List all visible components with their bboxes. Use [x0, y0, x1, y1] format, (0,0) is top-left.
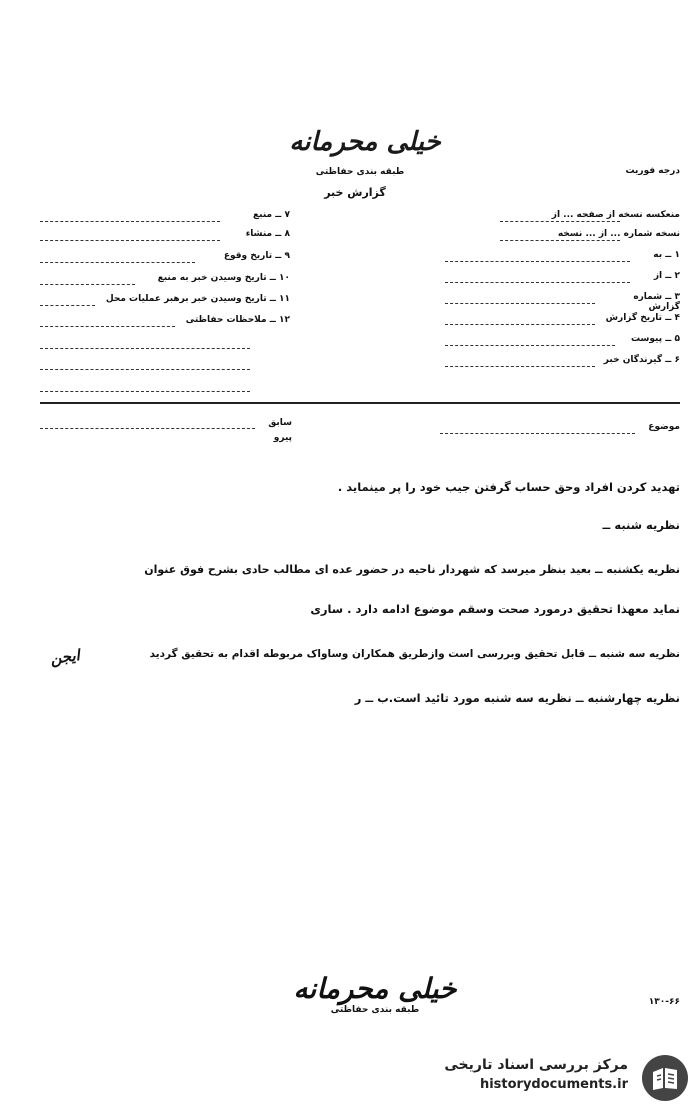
- field-left-8: ۸ ــ منشاء: [245, 229, 290, 239]
- sabegh-line: [40, 428, 255, 429]
- subject-label: موضوع: [648, 422, 680, 432]
- report-title: گزارش خبر: [324, 186, 386, 199]
- watermark-title: مرکز بررسی اسناد تاریخی: [444, 1057, 628, 1073]
- body-line-1: تهدید کردن افراد وحق حساب گرفتن جیب خود را پر مینماید .: [337, 480, 680, 494]
- field-right-4-line: [445, 282, 630, 283]
- field-left-9-line: [40, 262, 195, 263]
- field-left-9: ۹ ــ تاریخ وقوع: [223, 251, 290, 261]
- field-left-10: ۱۰ ــ تاریخ وسیدن خبر به منبع: [157, 273, 290, 283]
- field-right-5: ۳ ــ شماره گزارش: [633, 292, 680, 312]
- watermark-url: historydocuments.ir: [479, 1077, 628, 1092]
- header-divider: [40, 402, 680, 404]
- field-right-5-line: [445, 303, 595, 304]
- field-right-6-line: [445, 324, 595, 325]
- handwritten-signature: ایجن: [49, 646, 81, 668]
- field-left-11: ۱۱ ــ تاریخ وسیدن خبر برهبر عملیات محل: [105, 294, 290, 304]
- field-left-11-line: [40, 305, 95, 306]
- book-logo-icon: [642, 1055, 688, 1101]
- classification-subtitle: طبقه بندی حفاظتی: [315, 167, 405, 177]
- field-right-7: ۵ ــ پیوست: [631, 334, 680, 344]
- field-right-8: ۶ ــ گیرندگان خبر: [603, 355, 680, 365]
- field-right-2: نسخه شماره ... از ... نسخه: [557, 229, 680, 239]
- field-left-10-line: [40, 284, 135, 285]
- field-right-1: منعکسه نسخه از صفحه ... از: [551, 210, 680, 220]
- body-line-4: نماید معهذا تحقیق درمورد صحت وسقم موضوع ادامه دارد . ساری: [310, 602, 680, 616]
- priority-label: درجه فوریت: [625, 166, 680, 176]
- body-line-6: نظریه چهارشنبه ــ نظریه سه شنبه مورد تائید است.ب ــ ر: [354, 691, 680, 705]
- field-left-7-line: [40, 221, 220, 222]
- field-left-12: ۱۲ ــ ملاحظات حفاظتی: [185, 315, 290, 325]
- sabegh-label: سابق: [268, 418, 292, 428]
- field-left-extra-line-1: [40, 348, 250, 349]
- field-left-8-line: [40, 240, 220, 241]
- body-line-2: نظریه شنبه ــ: [602, 518, 680, 532]
- field-right-4: ۲ ــ از: [653, 271, 680, 281]
- body-line-3: نظریه یکشنبه ــ بعید بنظر میرسد که شهردار ناحیه در حضور عده ای مطالب حادی بشرح فوق عنوان: [144, 563, 680, 576]
- field-left-extra-line-2: [40, 369, 250, 370]
- field-right-3: ۱ ــ به: [653, 250, 680, 260]
- field-right-2-line: [500, 240, 620, 241]
- field-left-12-line: [40, 326, 175, 327]
- field-right-6: ۴ ــ تاریخ گزارش: [605, 313, 680, 323]
- watermark: [410, 1055, 690, 1100]
- subject-line: [440, 433, 635, 434]
- field-right-8-line: [445, 366, 595, 367]
- field-left-7: ۷ ــ منبع: [253, 210, 290, 220]
- peyro-label: پیرو: [273, 433, 292, 443]
- field-left-extra-line-3: [40, 391, 250, 392]
- classification-stamp: خیلی محرمانه: [289, 127, 441, 157]
- field-right-1-line: [500, 221, 620, 222]
- form-code: ۱۳۰-۶۶: [648, 997, 680, 1007]
- field-right-3-line: [445, 261, 630, 262]
- footer-classification-subtitle: طبقه بندی حفاظتی: [330, 1005, 420, 1015]
- body-line-5: نظریه سه شنبه ــ قابل تحقیق وبررسی است وازطریق همکاران وساواک مربوطه اقدام به تحقیق گردید: [149, 648, 680, 660]
- footer-classification-stamp: خیلی محرمانه: [293, 972, 457, 1005]
- field-right-7-line: [445, 345, 615, 346]
